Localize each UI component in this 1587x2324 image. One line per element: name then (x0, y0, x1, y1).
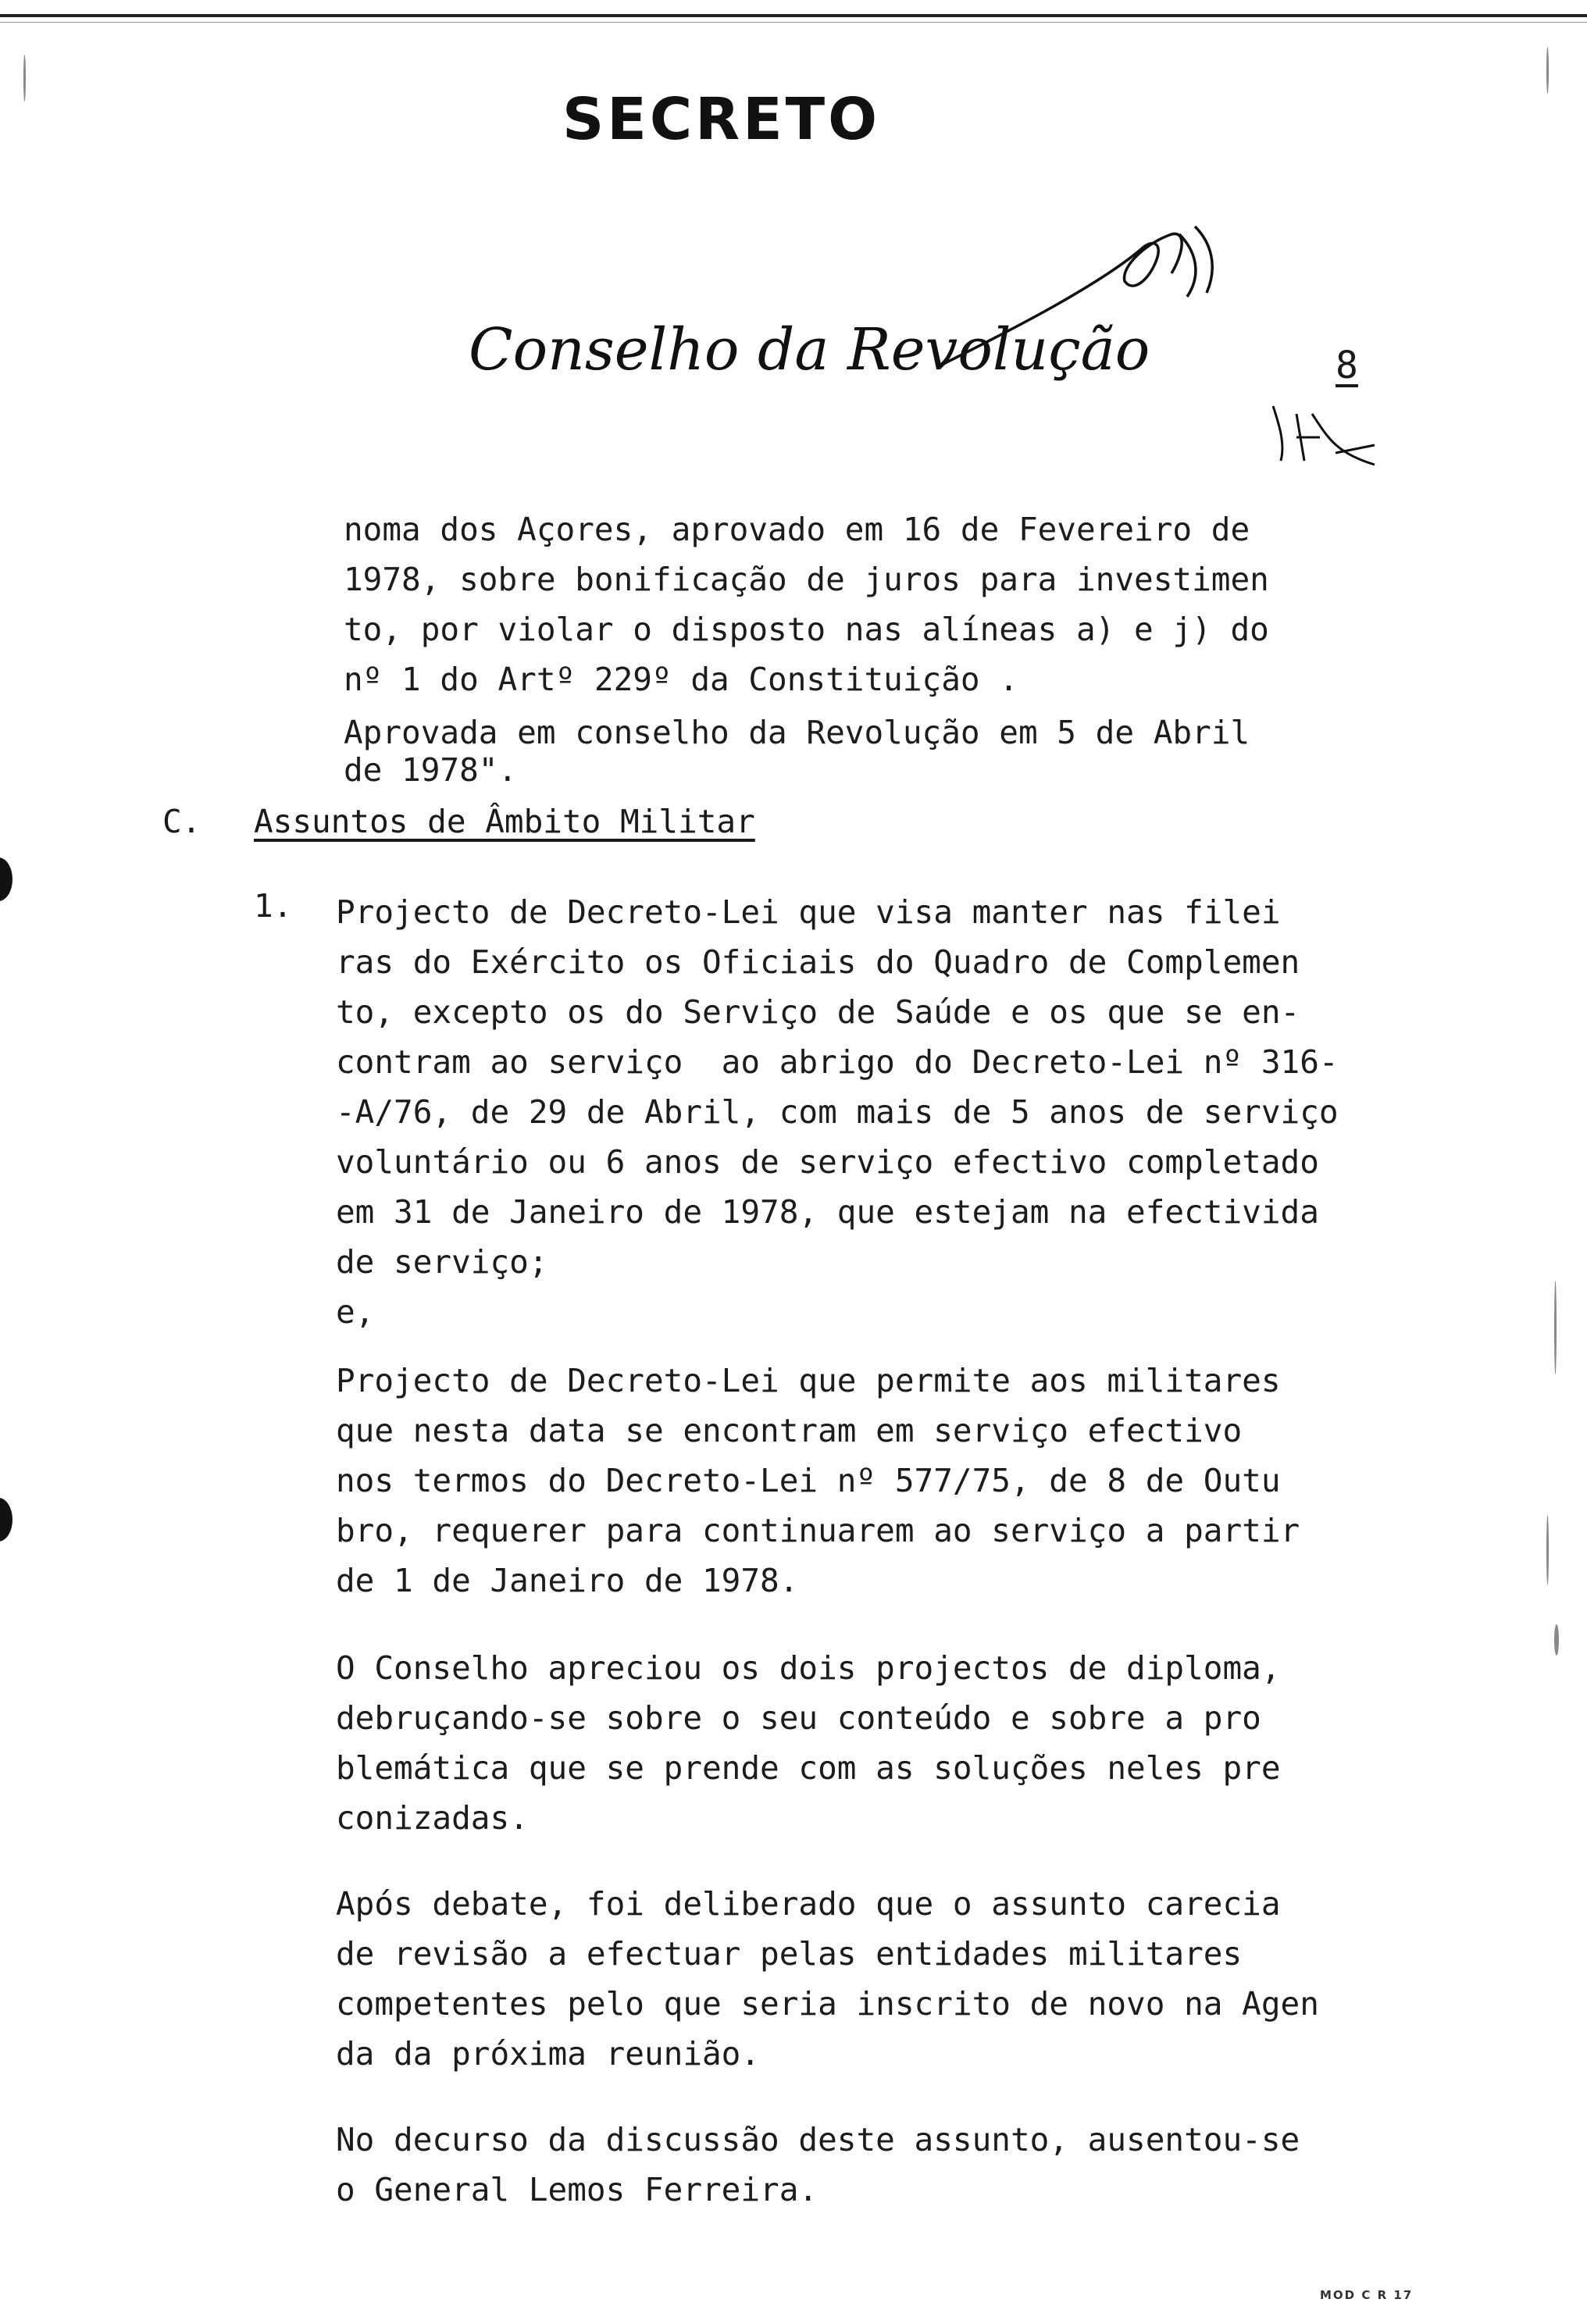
signature (937, 219, 1265, 375)
paragraph-line: de 1 de Janeiro de 1978. (336, 1562, 799, 1599)
paragraph-line: da da próxima reunião. (336, 2035, 761, 2073)
classification-stamp: SECRETO (562, 86, 881, 153)
top-rule (0, 14, 1587, 17)
paragraph-line: em 31 de Janeiro de 1978, que estejam na efectivida (336, 1193, 1319, 1231)
paragraph-line: de serviço; (336, 1243, 548, 1281)
scan-mark (1546, 1515, 1549, 1585)
intro-line: to, por violar o disposto nas alíneas a) e j) do (344, 611, 1269, 648)
form-code: MOD C R 17 (1320, 2288, 1414, 2302)
punch-hole (0, 857, 12, 901)
paragraph-line: de revisão a efectuar pelas entidades militares (336, 1935, 1243, 1973)
initials-signature (1250, 390, 1390, 476)
scan-mark (23, 55, 26, 102)
paragraph-line: blemática que se prende com as soluções neles pre (336, 1749, 1281, 1787)
letterhead: Conselho da Revolução (469, 316, 1150, 383)
approval-note-line: Aprovada em conselho da Revolução em 5 de Abril (344, 714, 1250, 751)
scan-mark (1546, 47, 1549, 94)
scan-mark (1554, 1281, 1557, 1374)
paragraph-line: o General Lemos Ferreira. (336, 2171, 818, 2208)
connector: e, (336, 1293, 375, 1331)
approval-note-line: de 1978". (344, 751, 518, 789)
paragraph-line: bro, requerer para continuarem ao serviço a partir (336, 1512, 1300, 1549)
page-number: 8 (1336, 344, 1358, 387)
paragraph-line: debruçando-se sobre o seu conteúdo e sobre a pro (336, 1699, 1261, 1737)
section-label: C. (162, 803, 201, 840)
paragraph-line: conizadas. (336, 1799, 529, 1837)
paragraph-line: Após debate, foi deliberado que o assunto carecia (336, 1885, 1281, 1923)
paragraph-line: Projecto de Decreto-Lei que permite aos militares (336, 1362, 1281, 1399)
top-rule-thin (0, 22, 1587, 23)
punch-hole (0, 1498, 12, 1542)
paragraph-line: to, excepto os do Serviço de Saúde e os que se en- (336, 993, 1300, 1031)
paragraph-line: Projecto de Decreto-Lei que visa manter nas filei (336, 893, 1281, 931)
paragraph-line: nos termos do Decreto-Lei nº 577/75, de 8 de Outu (336, 1462, 1281, 1499)
paragraph-line: que nesta data se encontram em serviço efectivo (336, 1412, 1243, 1449)
paragraph-line: voluntário ou 6 anos de serviço efectivo completado (336, 1143, 1319, 1181)
intro-line: nº 1 do Artº 229º da Constituição . (344, 661, 1018, 698)
paragraph-line: competentes pelo que seria inscrito de novo na Agen (336, 1985, 1319, 2023)
paragraph-line: ras do Exército os Oficiais do Quadro de Complemen (336, 943, 1300, 981)
paragraph-line: No decurso da discussão deste assunto, ausentou-se (336, 2121, 1300, 2158)
scan-mark (1554, 1624, 1559, 1656)
intro-line: 1978, sobre bonificação de juros para investimen (344, 561, 1269, 598)
paragraph-line: O Conselho apreciou os dois projectos de diploma, (336, 1649, 1281, 1687)
intro-line: noma dos Açores, aprovado em 16 de Fevereiro de (344, 511, 1250, 548)
item-number: 1. (254, 887, 293, 925)
paragraph-line: -A/76, de 29 de Abril, com mais de 5 anos de serviço (336, 1093, 1339, 1131)
section-title: Assuntos de Âmbito Militar (254, 803, 755, 840)
paragraph-line: contram ao serviço ao abrigo do Decreto-Lei nº 316- (336, 1043, 1339, 1081)
